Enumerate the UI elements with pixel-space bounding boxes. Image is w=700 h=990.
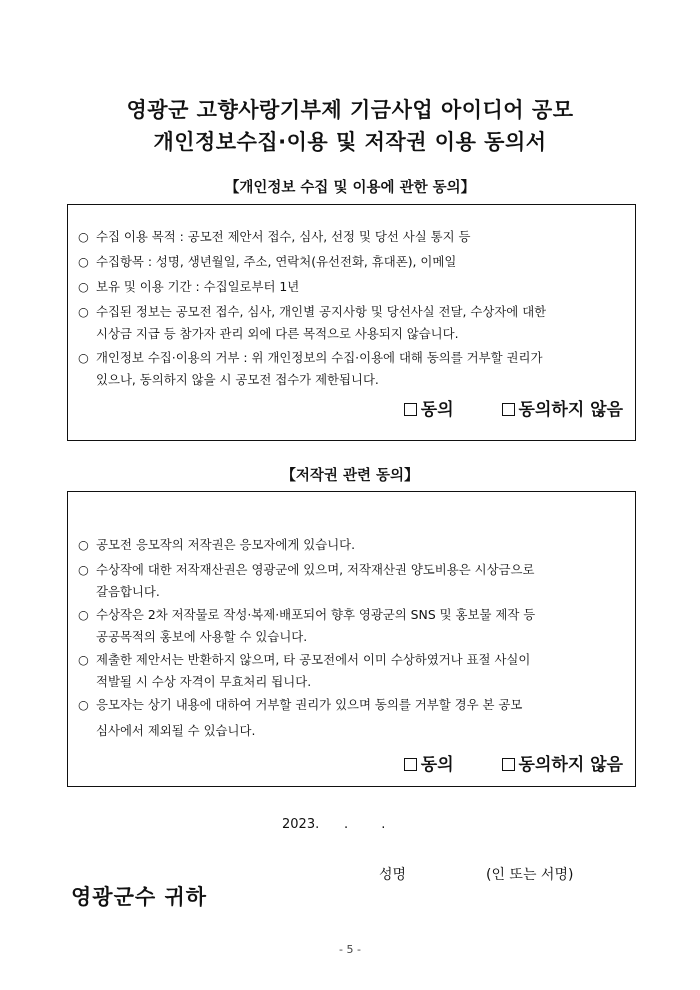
addressee: 영광군수 귀하 bbox=[71, 885, 208, 909]
signature-note: (인 또는 서명) bbox=[486, 867, 574, 883]
copyright-item bbox=[78, 559, 626, 603]
privacy-item-text-continued: 시상금 지급 등 참가자 관리 외에 다른 목적으로 사용되지 않습니다. bbox=[96, 326, 459, 341]
copyright-disagree-option[interactable] bbox=[502, 750, 623, 775]
copyright-item-text: 수상작에 대한 저작재산권은 영광군에 있으며, 저작재산권 양도비용은 시상금으로 bbox=[96, 562, 535, 577]
copyright-agree-checkbox[interactable] bbox=[404, 758, 417, 771]
privacy-item bbox=[78, 347, 626, 391]
privacy-item-text: 개인정보 수집·이용의 거부 : 위 개인정보의 수집·이용에 대해 동의를 거부할 권리가 bbox=[96, 350, 543, 365]
privacy-item-text: 수집 이용 목적 : 공모전 제안서 접수, 심사, 선정 및 당선 사실 통지 등 bbox=[96, 229, 471, 244]
circle-bullet-icon: ○ bbox=[78, 652, 89, 667]
copyright-consent-box bbox=[67, 491, 636, 787]
circle-bullet-icon: ○ bbox=[78, 229, 89, 244]
privacy-item bbox=[78, 276, 626, 298]
copyright-item-text-continued: 공공목적의 홍보에 사용할 수 있습니다. bbox=[96, 629, 308, 644]
privacy-disagree-checkbox[interactable] bbox=[502, 403, 515, 416]
privacy-agree-label: 동의 bbox=[420, 400, 454, 420]
copyright-agree-label: 동의 bbox=[420, 755, 454, 775]
privacy-item bbox=[78, 226, 626, 248]
circle-bullet-icon: ○ bbox=[78, 697, 89, 712]
copyright-agree-option[interactable] bbox=[404, 750, 454, 775]
signature-name-label: 성명 bbox=[379, 867, 407, 883]
copyright-disagree-checkbox[interactable] bbox=[502, 758, 515, 771]
copyright-item bbox=[78, 694, 626, 742]
privacy-consent-box bbox=[67, 204, 636, 441]
copyright-item-text: 공모전 응모작의 저작권은 응모자에게 있습니다. bbox=[96, 537, 356, 552]
copyright-section-heading: 【저작권 관련 동의】 bbox=[281, 468, 419, 484]
privacy-agree-option[interactable] bbox=[404, 395, 454, 420]
copyright-item-text-continued: 갈음합니다. bbox=[96, 584, 160, 599]
copyright-item-text: 제출한 제안서는 반환하지 않으며, 타 공모전에서 이미 수상하였거나 표절 사실이 bbox=[96, 652, 531, 667]
privacy-item-text: 수집항목 : 성명, 생년월일, 주소, 연락처(유선전화, 휴대폰), 이메일 bbox=[96, 254, 457, 269]
copyright-item bbox=[78, 534, 626, 556]
privacy-consent-options bbox=[362, 395, 623, 420]
privacy-disagree-option[interactable] bbox=[502, 395, 623, 420]
circle-bullet-icon: ○ bbox=[78, 537, 89, 552]
page-number: - 5 - bbox=[339, 943, 361, 956]
copyright-disagree-label: 동의하지 않음 bbox=[518, 755, 623, 775]
document-title-line2: 개인정보수집·이용 및 저작권 이용 동의서 bbox=[153, 130, 547, 154]
privacy-section-heading: 【개인정보 수집 및 이용에 관한 동의】 bbox=[224, 180, 476, 196]
circle-bullet-icon: ○ bbox=[78, 304, 89, 319]
privacy-disagree-label: 동의하지 않음 bbox=[518, 400, 623, 420]
copyright-item bbox=[78, 604, 626, 648]
copyright-item-text: 응모자는 상기 내용에 대하여 거부할 권리가 있으며 동의를 거부할 경우 본 공모 bbox=[96, 697, 523, 712]
date-line: 2023. . . bbox=[282, 817, 386, 832]
copyright-consent-options bbox=[362, 750, 623, 775]
circle-bullet-icon: ○ bbox=[78, 279, 89, 294]
copyright-item-text: 수상작은 2차 저작물로 작성·복제·배포되어 향후 영광군의 SNS 및 홍보물 제작 등 bbox=[96, 607, 536, 622]
circle-bullet-icon: ○ bbox=[78, 350, 89, 365]
copyright-item bbox=[78, 649, 626, 693]
privacy-item-text: 수집된 정보는 공모전 접수, 심사, 개인별 공지사항 및 당선사실 전달, 수상자에 대한 bbox=[96, 304, 547, 319]
copyright-item-text-continued: 적발될 시 수상 자격이 무효처리 됩니다. bbox=[96, 674, 312, 689]
privacy-agree-checkbox[interactable] bbox=[404, 403, 417, 416]
circle-bullet-icon: ○ bbox=[78, 562, 89, 577]
privacy-item bbox=[78, 251, 626, 273]
privacy-item-text: 보유 및 이용 기간 : 수집일로부터 1년 bbox=[96, 279, 300, 294]
circle-bullet-icon: ○ bbox=[78, 254, 89, 269]
copyright-item-text-continued: 심사에서 제외될 수 있습니다. bbox=[96, 723, 256, 738]
document-title-line1: 영광군 고향사랑기부제 기금사업 아이디어 공모 bbox=[126, 98, 574, 122]
privacy-item bbox=[78, 301, 626, 345]
privacy-item-text-continued: 있으나, 동의하지 않을 시 공모전 접수가 제한됩니다. bbox=[96, 372, 379, 387]
circle-bullet-icon: ○ bbox=[78, 607, 89, 622]
